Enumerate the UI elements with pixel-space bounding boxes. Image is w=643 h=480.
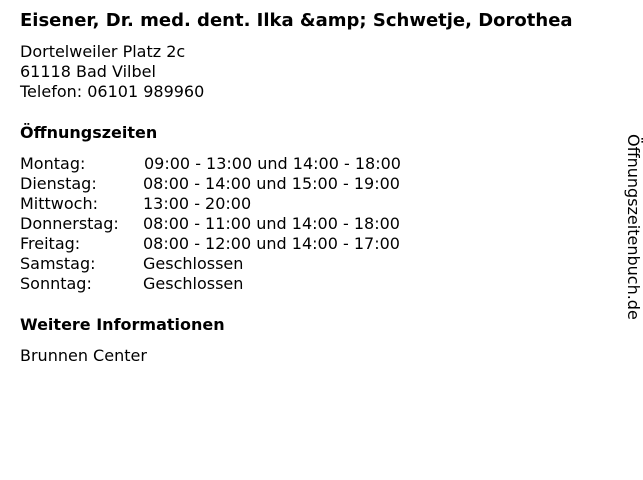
address-block [20, 42, 620, 102]
day-hours: 09:00 - 13:00 und 14:00 - 18:00 [144, 154, 401, 173]
opening-hours-heading: Öffnungszeiten [20, 123, 158, 142]
hours-row-sunday [20, 274, 620, 294]
day-hours: 08:00 - 12:00 und 14:00 - 17:00 [143, 234, 400, 253]
day-label: Freitag: [20, 234, 81, 253]
hours-row-thursday [20, 214, 620, 234]
site-watermark: Öffnungszeitenbuch.de [624, 134, 643, 320]
phone-number: Telefon: 06101 989960 [20, 82, 205, 101]
further-info-heading: Weitere Informationen [20, 315, 225, 334]
business-title: Eisener, Dr. med. dent. Ilka &amp; Schwetje, Dorothea [20, 10, 573, 31]
further-info-text: Brunnen Center [20, 346, 147, 365]
day-label: Montag: [20, 154, 86, 173]
day-hours: Geschlossen [143, 254, 244, 273]
hours-row-monday [20, 154, 620, 174]
business-card [20, 10, 620, 366]
day-label: Dienstag: [20, 174, 97, 193]
day-label: Sonntag: [20, 274, 92, 293]
hours-row-friday [20, 234, 620, 254]
day-label: Mittwoch: [20, 194, 98, 213]
day-hours: Geschlossen [143, 274, 244, 293]
day-hours: 08:00 - 11:00 und 14:00 - 18:00 [143, 214, 400, 233]
day-hours: 13:00 - 20:00 [143, 194, 252, 213]
day-label: Donnerstag: [20, 214, 119, 233]
day-hours: 08:00 - 14:00 und 15:00 - 19:00 [143, 174, 400, 193]
hours-row-saturday [20, 254, 620, 274]
opening-hours-table [20, 154, 620, 294]
hours-row-tuesday [20, 174, 620, 194]
hours-row-wednesday [20, 194, 620, 214]
day-label: Samstag: [20, 254, 96, 273]
address-city: 61118 Bad Vilbel [20, 62, 156, 81]
address-street: Dortelweiler Platz 2c [20, 42, 186, 61]
